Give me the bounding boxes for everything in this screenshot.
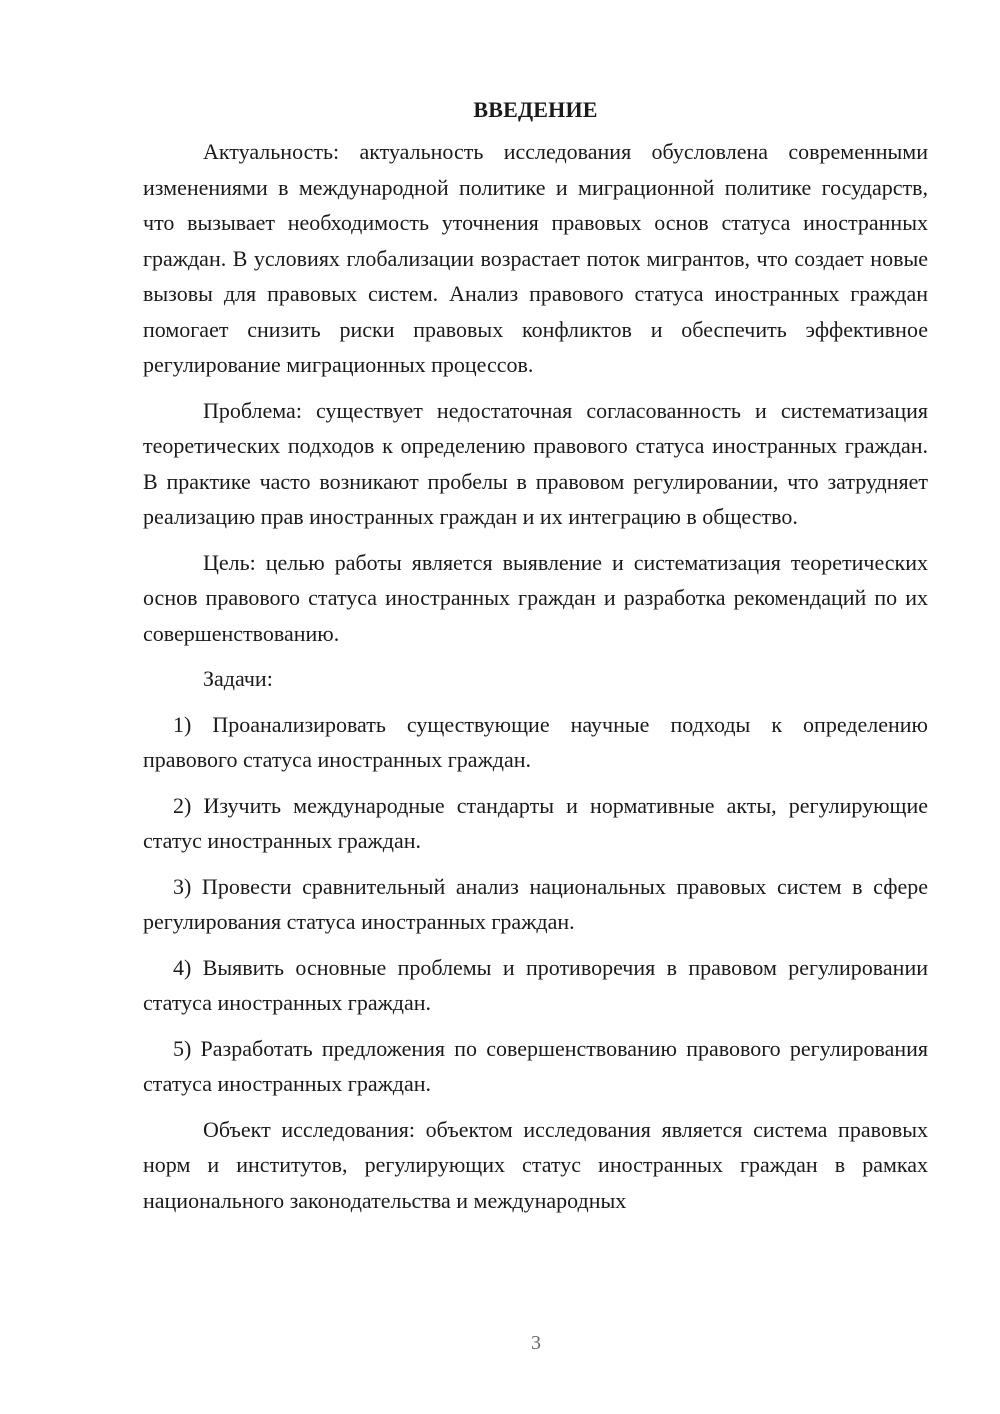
task-item-1: 1) Проанализировать существующие научные подходы к определению правового статуса иностранных граждан. <box>143 711 928 772</box>
task-item-3: 3) Провести сравнительный анализ национальных правовых систем в сфере регулирования статуса иностранных граждан. <box>143 873 928 934</box>
paragraph-object: Объект исследования: объектом исследования является система правовых норм и институтов, регулирующих статус иностранных граждан в рамках национального законодательства и международных <box>143 1116 928 1213</box>
paragraph-relevance: Актуальность: актуальность исследования обусловлена современными изменениями в международной политике и миграционной политике государств, что вызывает необходимость уточнения правовых основ статуса иностранных граждан. В условиях глобализации возрастает поток мигрантов, что создает новые вызовы для правовых систем. Анализ правового статуса иностранных граждан помогает снизить риски правовых конфликтов и обеспечить эффективное регулирование миграционных процессов. <box>143 139 928 377</box>
paragraph-problem: Проблема: существует недостаточная согласованность и систематизация теоретических подходов к определению правового статуса иностранных граждан. В практике часто возникают пробелы в правовом регулировании, что затрудняет реализацию прав иностранных граждан и их интеграцию в общество. <box>143 397 928 529</box>
task-item-2: 2) Изучить международные стандарты и нормативные акты, регулирующие статус иностранных граждан. <box>143 792 928 853</box>
task-item-5: 5) Разработать предложения по совершенствованию правового регулирования статуса иностранных граждан. <box>143 1035 928 1096</box>
page-content <box>143 92 928 1218</box>
page-number: 3 <box>531 1332 541 1354</box>
tasks-heading: Задачи: <box>203 666 273 691</box>
section-title: ВВЕДЕНИЕ <box>473 97 598 122</box>
task-item-4: 4) Выявить основные проблемы и противоречия в правовом регулировании статуса иностранных граждан. <box>143 954 928 1015</box>
paragraph-goal: Цель: целью работы является выявление и систематизация теоретических основ правового статуса иностранных граждан и разработка рекомендаций по их совершенствованию. <box>143 549 928 646</box>
